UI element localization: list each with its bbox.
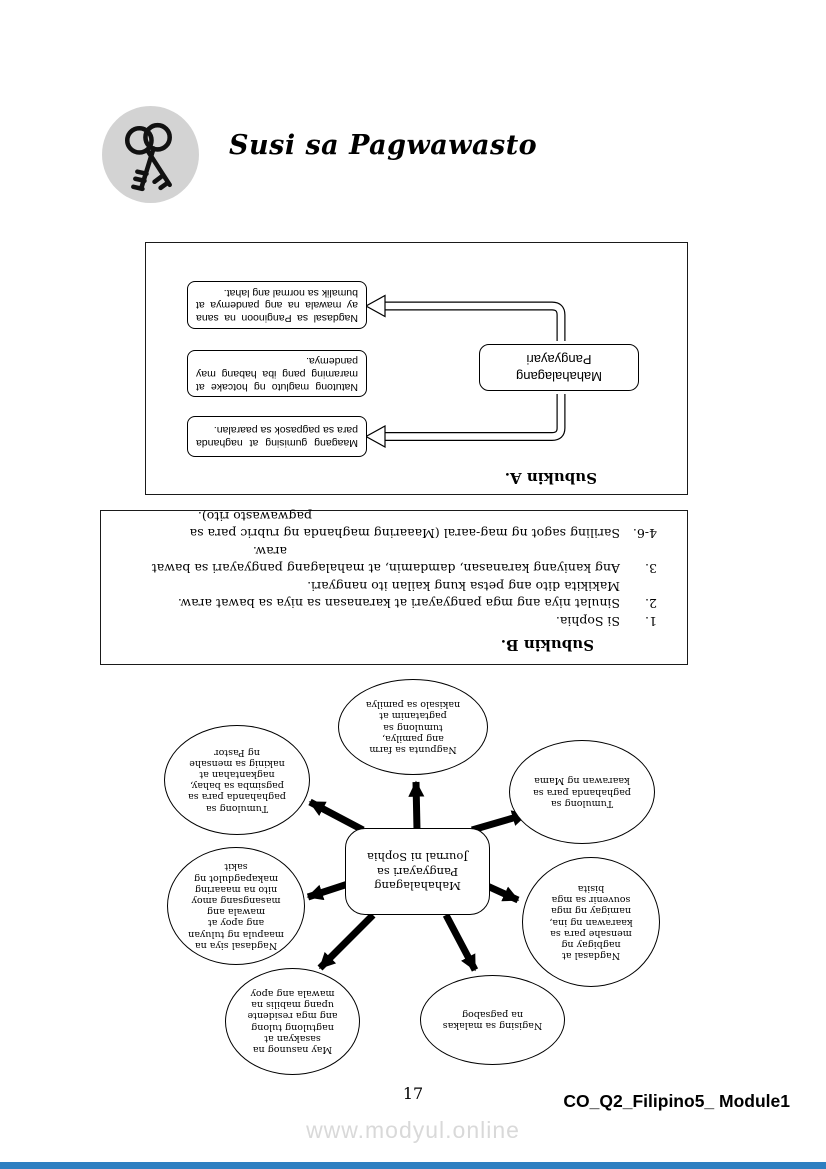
bubble-nagpunta-sa-farm: Nagpunta sa farm ang pamilya, tumulong sa pagtatanim at nakisalo sa pamilya	[338, 679, 488, 775]
answer-box-3: Nagdasal sa Panginoon na sana ay mawala na ang pandemya at bumalik sa normal ang lahat.	[187, 281, 367, 329]
module-code: CO_Q2_Filipino5_ Module1	[563, 1091, 790, 1111]
subukin-b-heading: Subukin B.	[500, 636, 594, 654]
subukin-a-heading: Subukin A.	[504, 469, 597, 487]
watermark: www.modyul.online	[306, 1117, 520, 1143]
answer-item-4-6	[101, 508, 687, 543]
bubble-pagsimba-sa-bahay: Tumulong sa paghahanda para sa pagsimba sa bahay, nagkantahan at nakinig sa mensahe ng Pastor	[164, 725, 310, 835]
item-text: araw.	[252, 544, 287, 559]
item-text: Sariling sagot ng mag-aaral (Maaaring maghanda ng rubric para sa	[189, 526, 620, 542]
bottom-accent-bar	[0, 1162, 826, 1169]
center-node-journal-ni-sophia: Mahahalagang Pangyayari sa Journal ni Sophia	[345, 828, 490, 915]
item-text: pagwawasto rito).	[197, 509, 312, 524]
bubble-nasunog-na-sasakyan: May nasunog na sasakyan at nagtulong tulong ang mga residente upang mabilis na mawala ang apoy	[225, 968, 360, 1075]
item-text: Ang kaniyang karanasan, damdamin, at mahalagang pangyayari sa bawat	[151, 561, 620, 577]
subukin-b-panel	[100, 510, 688, 665]
center-node-mahahalagang-pangyayari: Mahahalagang Pangyayari	[479, 344, 639, 391]
concept-map	[158, 670, 668, 1082]
bubble-nagdasal-apoy: Nagdasal siya na maapula ng tuluyan ang apoy at mawala ang masangsang amoy nito na maaaring makapagdulot ng sakit	[167, 847, 305, 965]
bubble-kaarawan-ng-ina: Nagdasal at nagbigay ng mensahe para sa kaarawan ng ina, namigay ng mga souvenir sa mga bisita	[522, 857, 660, 987]
keys-icon	[102, 106, 199, 203]
answer-item-2	[101, 578, 687, 613]
subukin-a-panel	[145, 242, 688, 495]
bubble-malakas-na-pagsabog: Nagising sa malakas na pagsabog	[420, 975, 565, 1065]
answer-box-2: Natutong magluto ng hotcake at maraming pang iba habang may pandemya.	[187, 350, 367, 397]
keys-icon-graphic	[102, 106, 199, 203]
item-text: Sinulat niya ang mga pangyayari at karanasan sa niya sa bawat araw.	[177, 596, 620, 612]
subukin-b-rotated-content	[101, 511, 687, 664]
concept-map-rotated-content	[158, 670, 668, 1082]
bubble-kaarawan-ng-mama: Tumulong sa paghahanda para sa kaarawan ng Mama	[509, 740, 655, 844]
answer-item-3	[101, 543, 687, 578]
answer-box-1: Maagang gumising at naghanda para sa pagpasok sa paaralan.	[187, 416, 367, 457]
page-title: Susi sa Pagwawasto	[229, 130, 538, 161]
item-number: 3.	[645, 561, 657, 577]
subukin-a-rotated-content	[146, 243, 687, 494]
item-text: Makikita dito ang petsa kung kailan ito nangyari.	[307, 579, 620, 594]
item-number: 2.	[645, 596, 657, 612]
item-number: 1.	[645, 614, 657, 629]
page-number: 17	[402, 1084, 424, 1103]
item-text: Si Sophia.	[555, 614, 620, 629]
item-number: 4-6.	[632, 526, 657, 542]
answer-item-1	[101, 613, 687, 631]
